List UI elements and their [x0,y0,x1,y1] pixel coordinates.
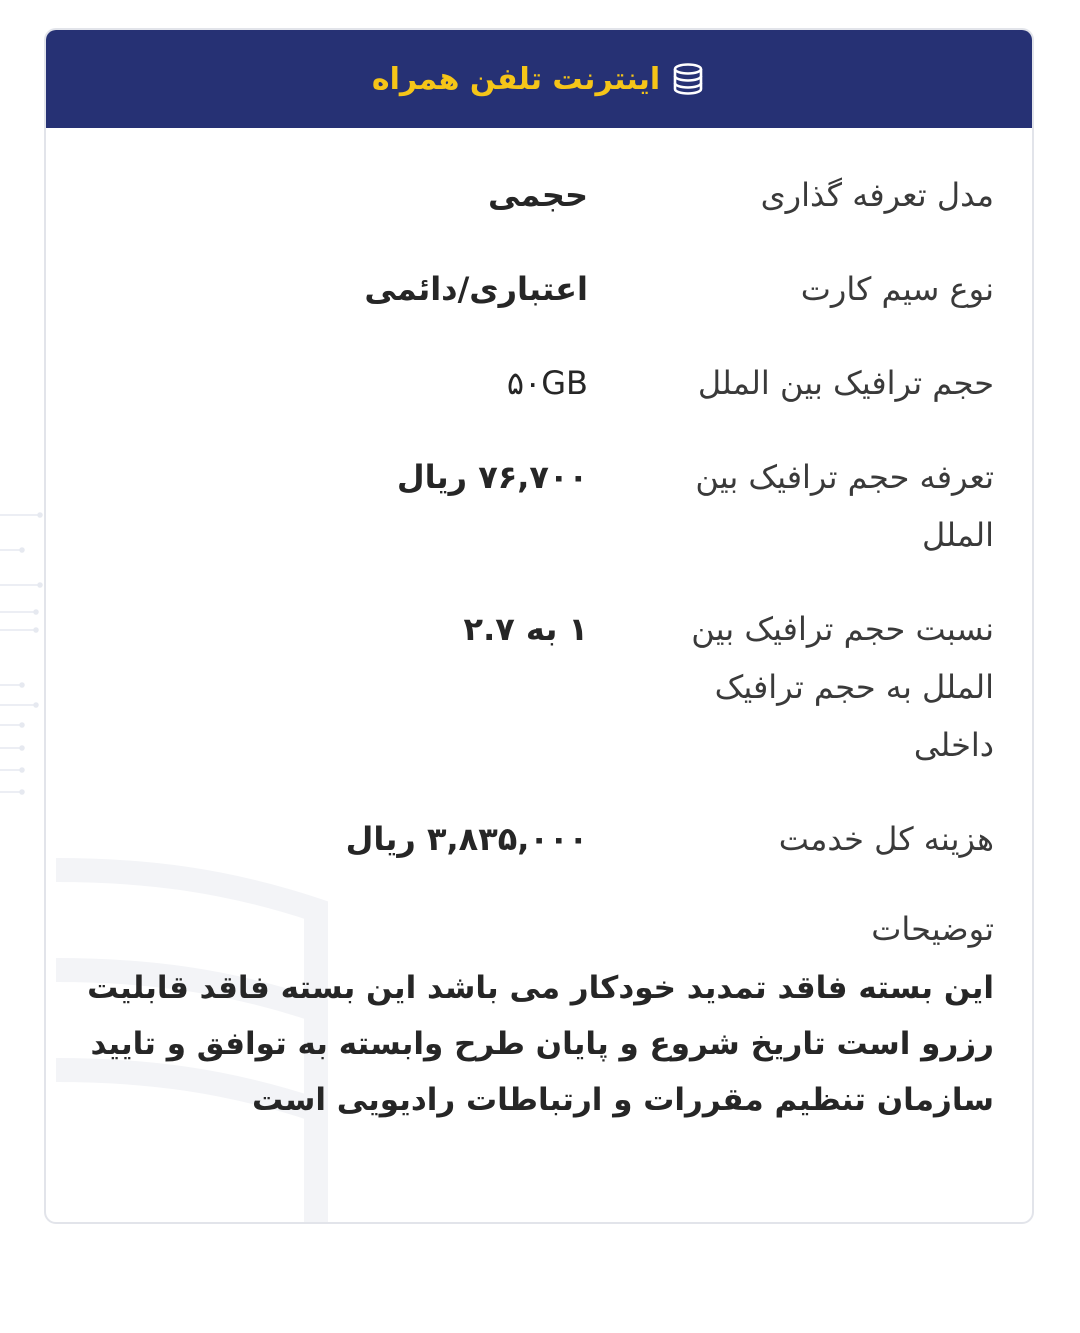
detail-label: تعرفه حجم ترافیک بین الملل [695,458,994,554]
detail-value: حجمی [488,176,588,214]
detail-row-intl-volume [84,354,994,412]
detail-row-total-cost [84,810,994,868]
detail-value: ۵۰GB [506,364,588,402]
description-text: این بسته فاقد تمدید خودکار می باشد این بسته فاقد قابلیت رزرو است تاریخ شروع و پایان طرح وابسته به توافق و تایید سازمان تنظیم مقررات و ارتباطات رادیویی است [87,970,994,1118]
detail-label: نوع سیم کارت [800,270,994,308]
detail-value: ۱ به ۲.۷ [463,610,588,648]
card-header [46,30,1032,128]
detail-value: ۷۶,۷۰۰ ریال [396,458,588,496]
detail-row-intl-tariff [84,448,994,564]
database-icon [670,61,706,97]
description-section [46,900,1032,1128]
info-card [44,28,1034,1224]
detail-value: ۳,۸۳۵,۰۰۰ ریال [345,820,588,858]
detail-label: نسبت حجم ترافیک بین الملل به حجم ترافیک داخلی [691,610,994,764]
detail-row-tariff-model [84,166,994,224]
description-label: توضیحات [871,910,994,948]
detail-label: مدل تعرفه گذاری [760,176,994,214]
detail-label: هزینه کل خدمت [778,820,994,858]
card-title: اینترنت تلفن همراه [371,61,661,97]
detail-value: اعتباری/دائمی [364,270,588,308]
details-list [46,128,1032,868]
detail-row-sim-type [84,260,994,318]
detail-row-traffic-ratio [84,600,994,774]
detail-label: حجم ترافیک بین الملل [697,364,994,402]
